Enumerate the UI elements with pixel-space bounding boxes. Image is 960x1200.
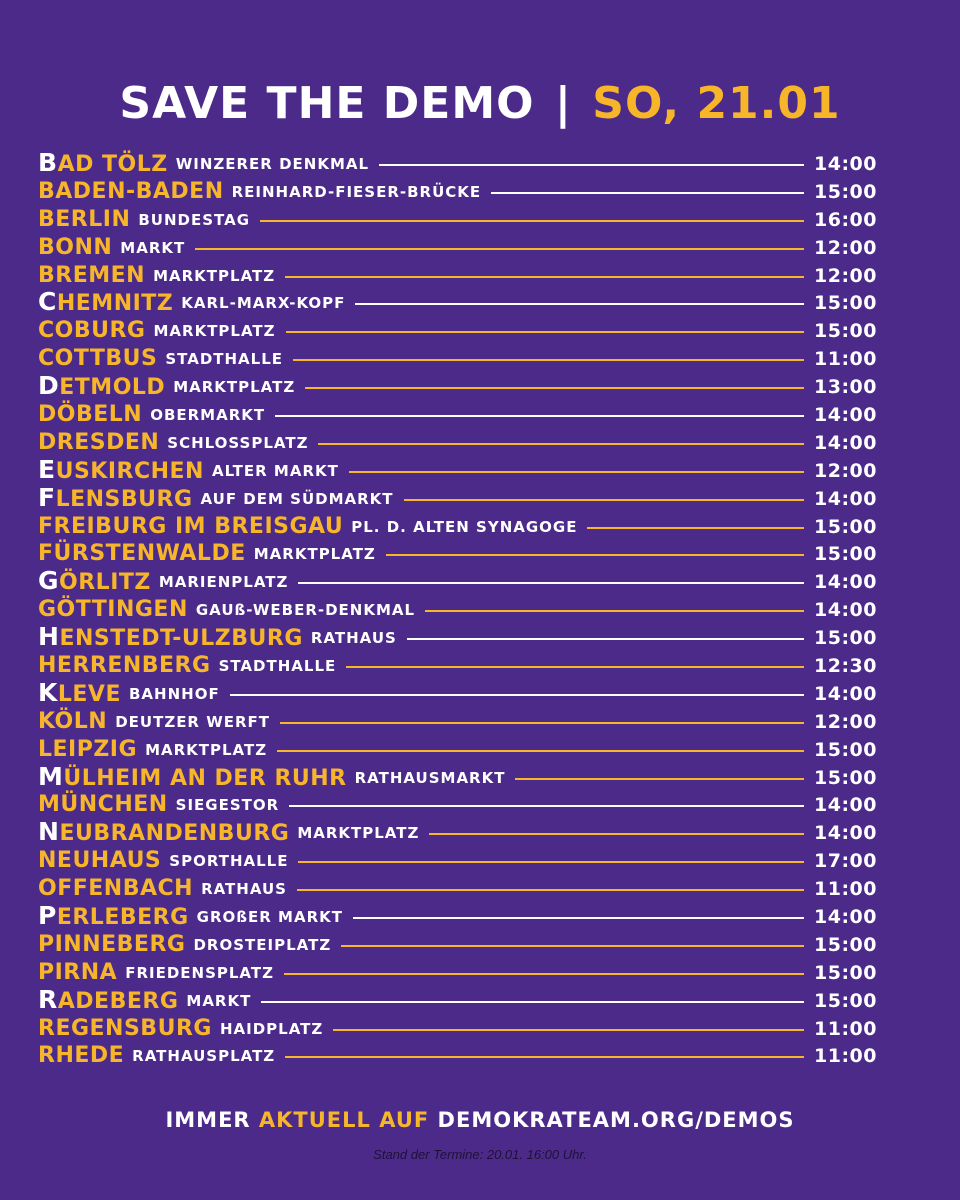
leader-line (407, 638, 804, 640)
city-rest: ÖRLITZ (59, 570, 151, 596)
city-name (38, 984, 179, 1015)
leader-line (261, 1001, 804, 1003)
event-row (38, 289, 898, 317)
event-row (38, 568, 898, 596)
leader-line (425, 610, 804, 612)
event-row (38, 373, 898, 401)
event-row (38, 984, 898, 1015)
city-initial: N (38, 817, 60, 847)
city-name (38, 932, 185, 958)
event-time: 15:00 (814, 989, 877, 1012)
event-row (38, 708, 898, 736)
leader-line (298, 861, 804, 863)
event-time: 12:00 (814, 236, 877, 259)
title-separator: | (554, 78, 572, 129)
city-initial: F (38, 482, 56, 512)
leader-line (341, 945, 804, 947)
city-rest: MÜNCHEN (38, 792, 168, 818)
venue-name: DROSTEIPLATZ (193, 935, 332, 954)
city-initial: C (38, 287, 57, 317)
leader-line (285, 276, 804, 278)
city-name (38, 346, 157, 372)
venue-name: HAIDPLATZ (219, 1019, 324, 1038)
event-row (38, 677, 898, 708)
footer-part-1: IMMER (165, 1108, 259, 1132)
event-row (38, 1043, 898, 1071)
event-time: 11:00 (814, 1045, 877, 1068)
city-rest: LENSBURG (55, 486, 193, 512)
city-name (38, 848, 161, 874)
event-time: 11:00 (814, 348, 877, 371)
event-time: 15:00 (814, 320, 877, 343)
event-row (38, 178, 898, 206)
city-initial: G (38, 566, 60, 596)
event-time: 15:00 (814, 543, 877, 566)
city-initial: D (38, 371, 60, 401)
event-row (38, 206, 898, 234)
city-name (38, 207, 130, 233)
event-time: 17:00 (814, 850, 877, 873)
event-row (38, 345, 898, 373)
event-time: 12:30 (814, 654, 877, 677)
city-rest: ERLEBERG (56, 905, 189, 930)
city-rest: EUBRANDENBURG (59, 821, 290, 847)
city-initial: E (38, 454, 56, 484)
event-row (38, 401, 898, 429)
city-name (38, 318, 145, 344)
city-name (38, 792, 168, 818)
city-rest: AD TÖLZ (57, 151, 168, 177)
event-list (38, 147, 898, 1070)
city-rest: LEIPZIG (38, 736, 138, 762)
event-time: 14:00 (814, 822, 877, 845)
city-rest: COTTBUS (38, 346, 158, 372)
city-name (38, 568, 151, 596)
event-row (38, 875, 898, 903)
leader-line (298, 582, 804, 584)
venue-name: MARKT (186, 991, 252, 1010)
city-rest: LEVE (57, 681, 121, 707)
event-time: 12:00 (814, 264, 877, 287)
leader-line (286, 331, 804, 333)
leader-line (230, 694, 804, 696)
city-rest: ADEBERG (57, 988, 179, 1014)
leader-line (353, 917, 804, 919)
event-time: 14:00 (814, 794, 877, 817)
leader-line (284, 973, 804, 975)
update-note: Stand der Termine: 20.01. 16:00 Uhr. (373, 1147, 587, 1162)
event-row (38, 1015, 898, 1043)
event-row (38, 959, 898, 987)
footer-link-line (0, 1108, 960, 1132)
venue-name: AUF DEM SÜDMARKT (200, 489, 394, 508)
event-time: 14:00 (814, 571, 877, 594)
event-time: 11:00 (814, 878, 877, 901)
city-name (38, 653, 211, 679)
city-rest: ENSTEDT-ULZBURG (59, 626, 303, 652)
event-row (38, 736, 898, 764)
city-rest: KÖLN (38, 708, 108, 734)
venue-name: GROßER MARKT (196, 907, 344, 926)
city-name (38, 147, 168, 178)
event-row (38, 596, 898, 624)
venue-name: MARKT (120, 238, 186, 257)
city-name (38, 179, 224, 205)
event-time: 11:00 (814, 1017, 877, 1040)
event-time: 15:00 (814, 292, 877, 315)
event-row (38, 931, 898, 959)
venue-name: MARKTPLATZ (153, 266, 276, 285)
venue-name: WINZERER DENKMAL (175, 154, 370, 173)
leader-line (195, 248, 804, 250)
footer-part-2: AKTUELL AUF (258, 1108, 430, 1132)
city-rest: BERLIN (38, 206, 131, 232)
event-time: 15:00 (814, 933, 877, 956)
city-rest: PINNEBERG (38, 931, 186, 957)
event-row (38, 624, 898, 652)
event-time: 16:00 (814, 208, 877, 231)
venue-name: BUNDESTAG (138, 210, 251, 229)
event-time: 14:00 (814, 431, 877, 454)
city-initial: R (38, 984, 58, 1014)
event-time: 14:00 (814, 487, 877, 510)
event-row (38, 513, 898, 541)
venue-name: MARKTPLATZ (297, 824, 420, 843)
city-name (38, 541, 246, 567)
city-name (38, 677, 121, 708)
city-rest: RHEDE (38, 1043, 125, 1069)
leader-line (379, 164, 804, 166)
city-name (38, 482, 193, 513)
venue-name: RATHAUSMARKT (354, 768, 506, 787)
city-name (38, 737, 137, 763)
event-row (38, 234, 898, 262)
title-date: SO, 21.01 (592, 78, 841, 129)
venue-name: STADTHALLE (165, 350, 284, 369)
leader-line (293, 359, 804, 361)
venue-name: MARKTPLATZ (145, 740, 268, 759)
leader-line (297, 889, 804, 891)
page-title (0, 72, 960, 136)
city-initial: B (38, 147, 58, 177)
city-name (38, 289, 173, 317)
event-row (38, 429, 898, 457)
event-row (38, 147, 898, 178)
leader-line (318, 443, 804, 445)
city-rest: OFFENBACH (38, 876, 194, 902)
event-time: 14:00 (814, 152, 877, 175)
venue-name: GAUß-WEBER-DENKMAL (195, 601, 416, 620)
city-initial: P (38, 901, 57, 930)
event-time: 15:00 (814, 766, 877, 789)
city-rest: FREIBURG IM BREISGAU (38, 513, 344, 539)
event-time: 14:00 (814, 905, 877, 928)
leader-line (305, 387, 804, 389)
city-initial: K (38, 677, 58, 707)
leader-line (277, 750, 804, 752)
city-rest: ETMOLD (59, 375, 166, 401)
venue-name: DEUTZER WERFT (115, 712, 271, 731)
city-name (38, 454, 204, 485)
venue-name: REINHARD-FIESER-BRÜCKE (231, 182, 482, 201)
title-main: SAVE THE DEMO (119, 78, 535, 129)
event-time: 15:00 (814, 961, 877, 984)
event-row (38, 847, 898, 875)
city-name (38, 597, 188, 623)
city-rest: COBURG (38, 318, 146, 344)
venue-name: PL. D. ALTEN SYNAGOGE (351, 517, 578, 536)
city-name (38, 960, 117, 986)
venue-name: SIEGESTOR (175, 796, 280, 815)
leader-line (515, 778, 804, 780)
event-row (38, 482, 898, 513)
leader-line (587, 527, 804, 529)
event-time: 13:00 (814, 376, 877, 399)
event-time: 15:00 (814, 627, 877, 650)
city-rest: BADEN-BADEN (38, 178, 224, 204)
city-name (38, 903, 189, 931)
city-rest: DRESDEN (38, 429, 160, 455)
city-name (38, 761, 347, 792)
venue-name: ALTER MARKT (211, 461, 339, 480)
venue-name: RATHAUS (201, 880, 287, 899)
city-rest: BONN (38, 234, 113, 260)
leader-line (285, 1056, 804, 1058)
event-row (38, 652, 898, 680)
city-name (38, 819, 289, 847)
leader-line (260, 220, 804, 222)
leader-line (386, 554, 804, 556)
leader-line (346, 666, 804, 668)
leader-line (349, 471, 804, 473)
leader-line (404, 499, 804, 501)
event-row (38, 262, 898, 290)
event-row (38, 317, 898, 345)
venue-name: SPORTHALLE (169, 852, 289, 871)
venue-name: MARKTPLATZ (173, 378, 296, 397)
city-rest: BREMEN (38, 262, 146, 288)
city-name (38, 263, 145, 289)
event-row (38, 791, 898, 819)
city-rest: HEMNITZ (56, 291, 174, 317)
event-time: 14:00 (814, 403, 877, 426)
city-initial: M (38, 761, 64, 791)
city-rest: USKIRCHEN (55, 458, 204, 484)
footer-url: DEMOKRATEAM.ORG/DEMOS (429, 1108, 795, 1132)
event-time: 15:00 (814, 515, 877, 538)
event-time: 14:00 (814, 682, 877, 705)
leader-line (355, 303, 804, 305)
city-name (38, 235, 112, 261)
city-rest: PIRNA (38, 959, 118, 985)
event-time: 12:00 (814, 710, 877, 733)
venue-name: BAHNHOF (128, 684, 220, 703)
venue-name: KARL-MARX-KOPF (181, 294, 346, 313)
event-row (38, 819, 898, 847)
city-name (38, 373, 165, 401)
venue-name: OBERMARKT (150, 405, 266, 424)
city-rest: NEUHAUS (38, 848, 162, 874)
venue-name: MARKTPLATZ (153, 322, 276, 341)
city-name (38, 624, 303, 652)
leader-line (429, 833, 804, 835)
venue-name: MARIENPLATZ (158, 573, 289, 592)
event-time: 14:00 (814, 599, 877, 622)
city-name (38, 1043, 124, 1069)
city-initial: H (38, 622, 60, 652)
city-rest: ÜLHEIM AN DER RUHR (63, 765, 347, 791)
venue-name: FRIEDENSPLATZ (125, 963, 274, 982)
event-row (38, 454, 898, 485)
event-time: 12:00 (814, 459, 877, 482)
city-name (38, 1016, 212, 1042)
venue-name: STADTHALLE (218, 656, 337, 675)
event-time: 15:00 (814, 738, 877, 761)
city-name (38, 709, 107, 735)
leader-line (491, 192, 804, 194)
city-rest: FÜRSTENWALDE (38, 541, 246, 567)
city-rest: HERRENBERG (38, 652, 211, 678)
city-rest: DÖBELN (38, 401, 143, 427)
event-row (38, 761, 898, 792)
city-rest: REGENSBURG (38, 1015, 212, 1041)
city-name (38, 514, 343, 540)
city-name (38, 876, 193, 902)
venue-name: SCHLOSSPLATZ (167, 433, 309, 452)
leader-line (289, 805, 804, 807)
event-row (38, 540, 898, 568)
venue-name: RATHAUSPLATZ (132, 1047, 276, 1066)
city-name (38, 430, 159, 456)
leader-line (275, 415, 804, 417)
event-row (38, 903, 898, 931)
city-rest: GÖTTINGEN (38, 597, 188, 623)
venue-name: MARKTPLATZ (253, 545, 376, 564)
leader-line (333, 1029, 804, 1031)
venue-name: RATHAUS (310, 629, 397, 648)
event-time: 15:00 (814, 180, 877, 203)
leader-line (280, 722, 804, 724)
city-name (38, 402, 142, 428)
